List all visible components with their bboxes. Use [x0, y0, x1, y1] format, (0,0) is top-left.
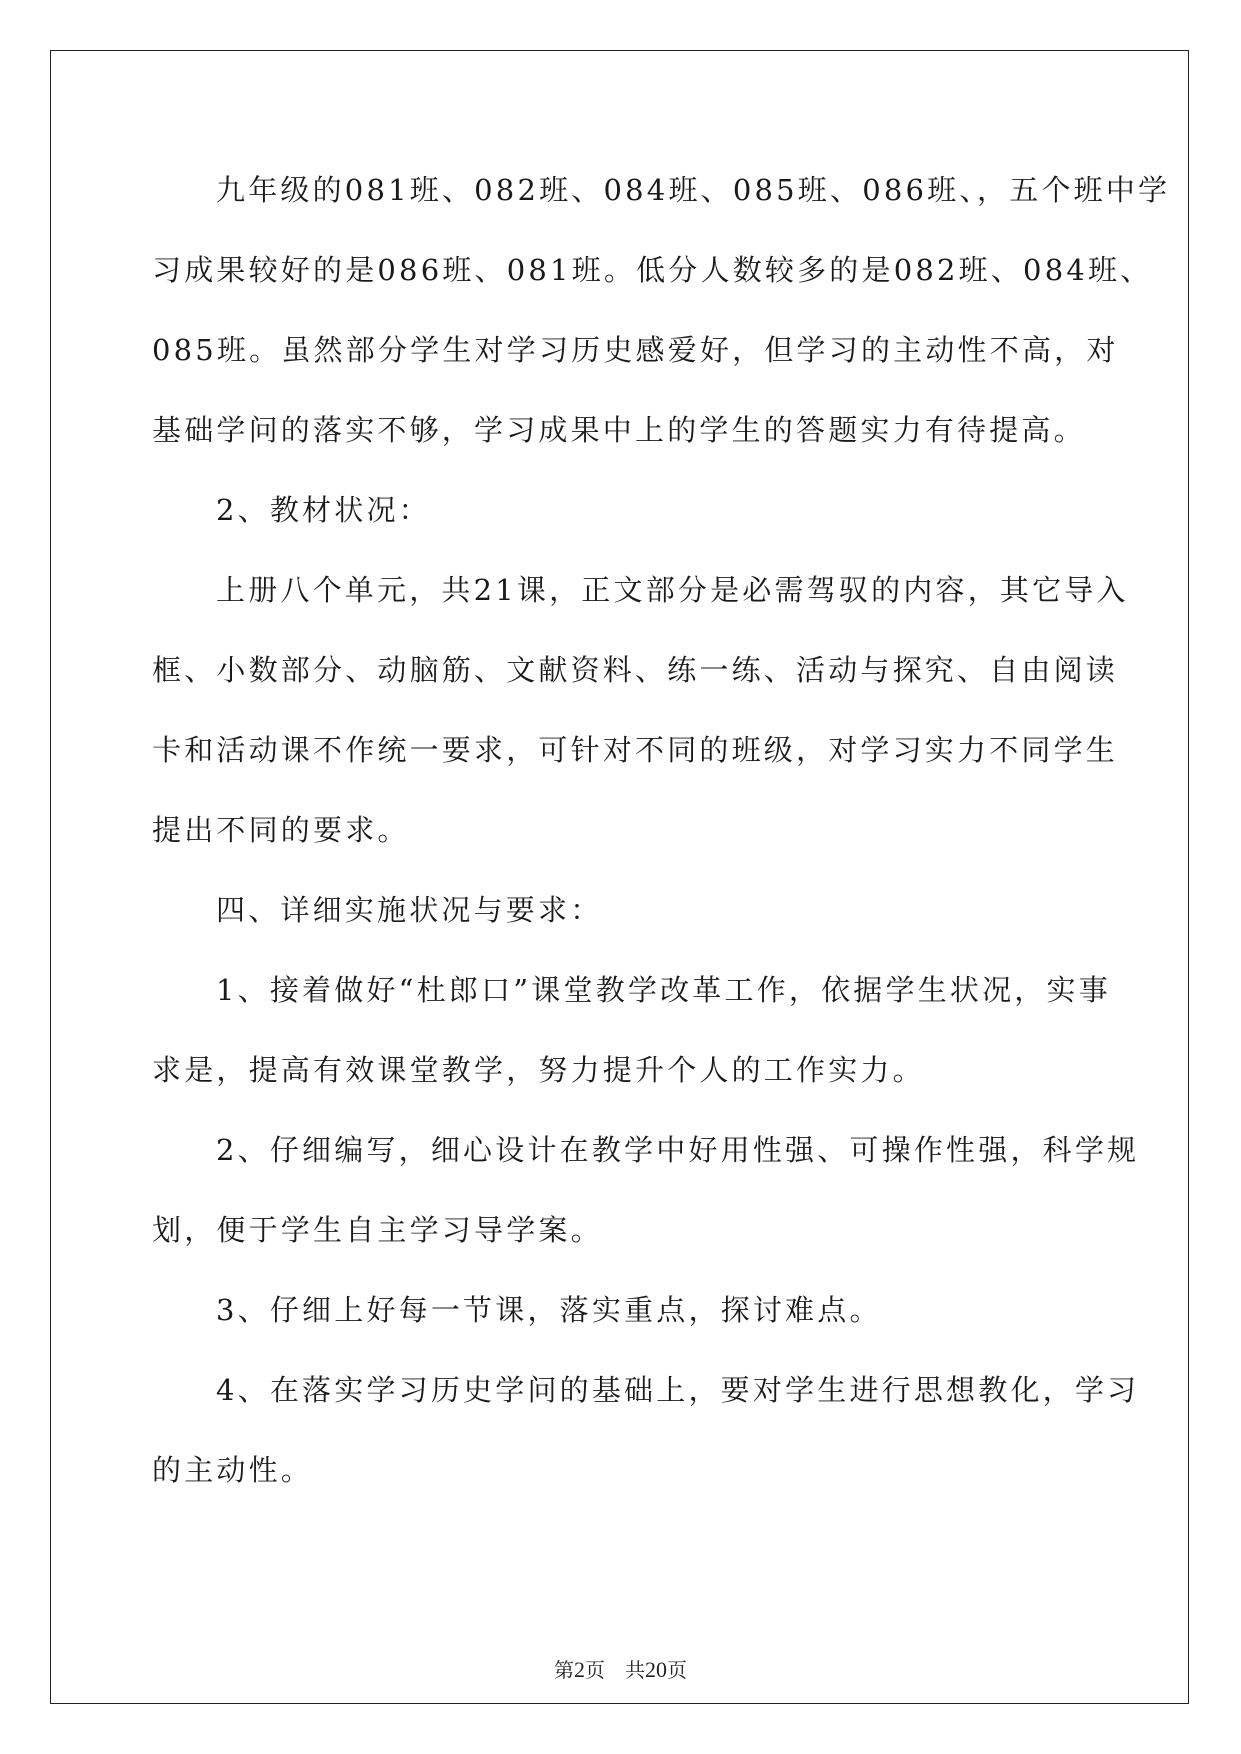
- total-prefix: 共: [625, 1658, 645, 1682]
- paragraph-2-line-2: 框、小数部分、动脑筋、文献资料、练一练、活动与探究、自由阅读: [152, 653, 1119, 687]
- total-pages: 20: [645, 1657, 667, 1682]
- item-4-line-2: 的主动性。: [152, 1453, 314, 1487]
- item-1-line-1: 1、接着做好“杜郎口”课堂教学改革工作，依据学生状况，实事: [216, 973, 1111, 1007]
- paragraph-2-line-3: 卡和活动课不作统一要求，可针对不同的班级，对学习实力不同学生: [152, 733, 1119, 767]
- page-suffix: 页: [585, 1658, 605, 1682]
- item-1-line-2: 求是，提高有效课堂教学，努力提升个人的工作实力。: [152, 1053, 925, 1087]
- total-suffix: 页: [667, 1658, 687, 1682]
- paragraph-2-line-1: 上册八个单元，共21课，正文部分是必需驾驭的内容，其它导入: [216, 573, 1129, 607]
- page-number: 2: [574, 1657, 585, 1682]
- paragraph-1-line-2: 习成果较好的是086班、081班。低分人数较多的是082班、084班、: [152, 253, 1153, 287]
- item-4-line-1: 4、在落实学习历史学问的基础上，要对学生进行思想教化，学习: [216, 1373, 1140, 1407]
- page-footer: [0, 1657, 1241, 1683]
- page-prefix: 第: [554, 1658, 574, 1682]
- section-heading-implementation: 四、详细实施状况与要求：: [216, 893, 603, 927]
- paragraph-1-line-1: 九年级的081班、082班、084班、085班、086班、，五个班中学: [216, 173, 1171, 207]
- paragraph-1-line-3: 085班。虽然部分学生对学习历史感爱好，但学习的主动性不高，对: [152, 333, 1119, 367]
- paragraph-2-line-4: 提出不同的要求。: [152, 813, 410, 847]
- item-3-line-1: 3、仔细上好每一节课，落实重点，探讨难点。: [216, 1293, 882, 1327]
- item-2-line-1: 2、仔细编写，细心设计在教学中好用性强、可操作性强，科学规: [216, 1133, 1140, 1167]
- paragraph-1-line-4: 基础学问的落实不够，学习成果中上的学生的答题实力有待提高。: [152, 413, 1086, 447]
- item-2-line-2: 划，便于学生自主学习导学案。: [152, 1213, 603, 1247]
- section-heading-textbook: 2、教材状况：: [216, 493, 431, 527]
